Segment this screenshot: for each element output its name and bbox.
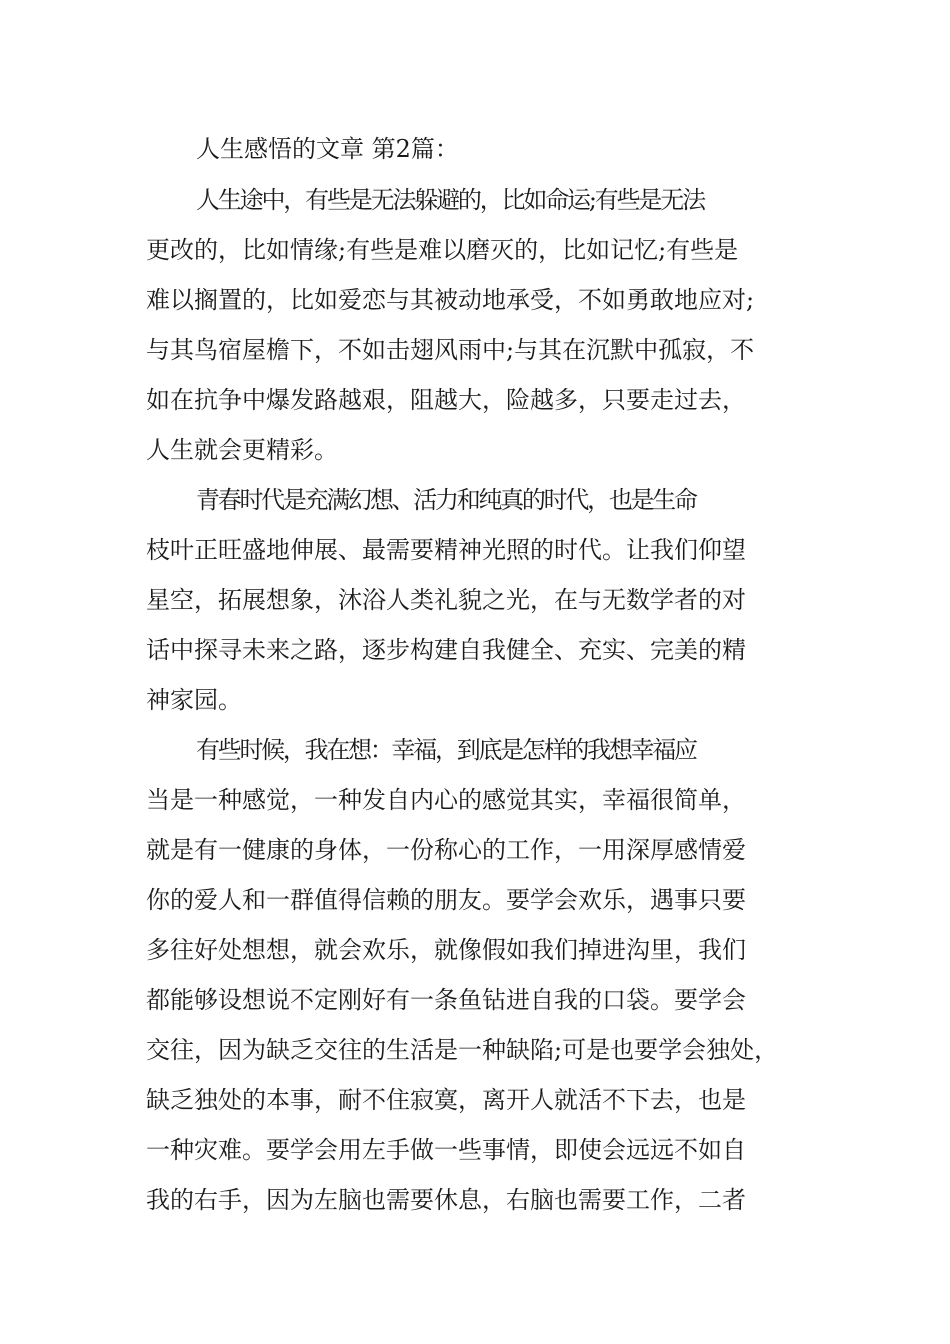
paragraph-3-line-6: 都能够设想说不定刚好有一条鱼钻进自我的口袋。要学会 xyxy=(146,986,746,1014)
paragraph-3-line-4: 你的爱人和一群值得信赖的朋友。要学会欢乐，遇事只要 xyxy=(146,886,746,914)
paragraph-2-line-1: 青春时代是充满幻想、活力和纯真的时代，也是生命 xyxy=(196,486,696,514)
paragraph-3-line-9: 一种灾难。要学会用左手做一些事情，即使会远远不如自 xyxy=(146,1136,746,1164)
paragraph-3-line-10: 我的右手，因为左脑也需要休息，右脑也需要工作，二者 xyxy=(146,1186,746,1214)
paragraph-1-line-4: 与其鸟宿屋檐下，不如击翅风雨中;与其在沉默中孤寂，不 xyxy=(146,336,755,364)
paragraph-1-line-5: 如在抗争中爆发路越艰，阻越大，险越多，只要走过去， xyxy=(146,386,746,414)
paragraph-2-line-4: 话中探寻未来之路，逐步构建自我健全、充实、完美的精 xyxy=(146,636,746,664)
paragraph-2-line-2: 枝叶正旺盛地伸展、最需要精神光照的时代。让我们仰望 xyxy=(146,536,746,564)
paragraph-3-line-8: 缺乏独处的本事，耐不住寂寞，离开人就活不下去，也是 xyxy=(146,1086,746,1114)
paragraph-1-line-2: 更改的，比如情缘;有些是难以磨灭的，比如记忆;有些是 xyxy=(146,236,739,264)
paragraph-3-line-2: 当是一种感觉，一种发自内心的感觉其实，幸福很简单， xyxy=(146,786,746,814)
paragraph-3-line-5: 多往好处想想，就会欢乐，就像假如我们掉进沟里，我们 xyxy=(146,936,746,964)
paragraph-3-line-1: 有些时候，我在想：幸福，到底是怎样的我想幸福应 xyxy=(196,736,696,764)
paragraph-2-line-5: 神家园。 xyxy=(146,686,242,714)
paragraph-3-line-7: 交往，因为缺乏交往的生活是一种缺陷;可是也要学会独处， xyxy=(146,1036,779,1064)
paragraph-1-line-1: 人生途中，有些是无法躲避的，比如命运;有些是无法 xyxy=(196,186,704,214)
paragraph-2-line-3: 星空，拓展想象，沐浴人类礼貌之光，在与无数学者的对 xyxy=(146,586,746,614)
paragraph-1-line-6: 人生就会更精彩。 xyxy=(146,436,338,464)
paragraph-1-line-3: 难以搁置的，比如爱恋与其被动地承受，不如勇敢地应对; xyxy=(146,286,755,314)
paragraph-3-line-3: 就是有一健康的身体，一份称心的工作，一用深厚感情爱 xyxy=(146,836,746,864)
section-heading: 人生感悟的文章 第2篇： xyxy=(196,135,459,163)
